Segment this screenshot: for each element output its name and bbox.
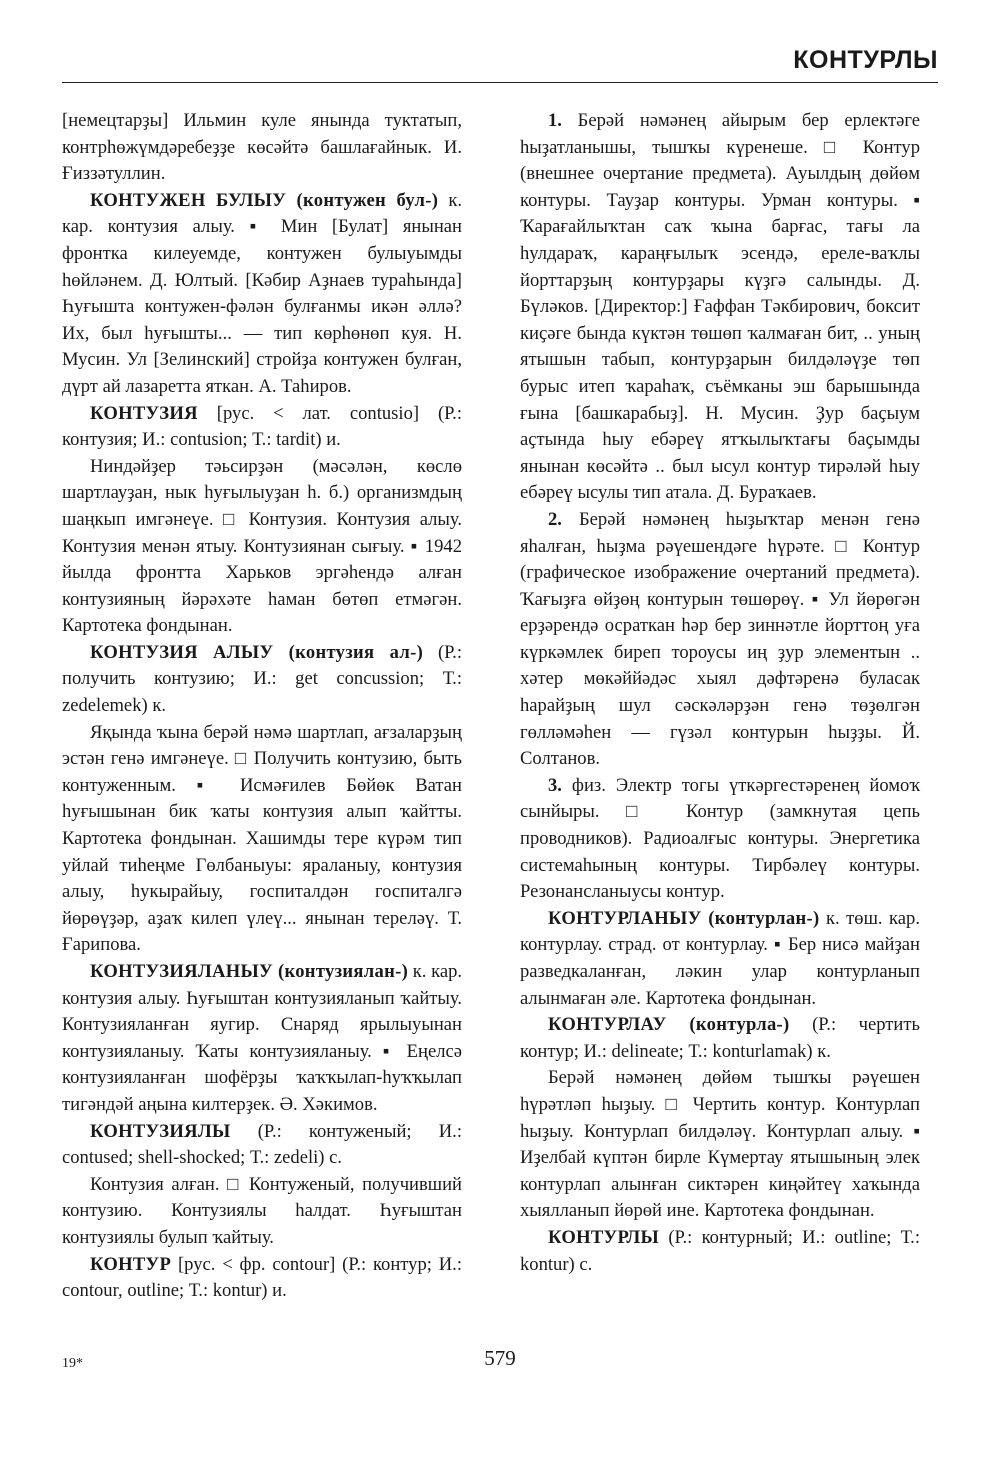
headword: КОНТУРЛАУ (контурла-)	[548, 1014, 790, 1036]
entry-text: (Р.: получить контузию; И.: get concussion; Т.: zedelemek) к.	[62, 641, 462, 717]
page-number: 579	[484, 1346, 516, 1370]
entry-text: к. төш. кар. контурлау. страд. от контурлау. ▪ Бер нисә майҙан разведкаланған, ләкин улар контурланып алынмаған әле. Картотека фондынан.	[520, 907, 920, 1009]
entry-kontuziyalanyu	[62, 959, 462, 1119]
entry-konturlanyu	[520, 906, 920, 1012]
running-head: КОНТУРЛЫ	[793, 46, 938, 74]
entry-text: [рус. < фр. contour] (Р.: контур; И.: contour, outline; Т.: kontur) и.	[62, 1253, 462, 1302]
sense-text: Берәй нәмәнең һыҙыҡтар менән генә яһалған, һыҙма рәүешендәге һүрәте. □ Контур (графическое изображение очертаний предмета). Ҡағыҙға өйҙөң контурын төшөрөү. ▪ Ул йөрөгән ерҙәрендә осраткан һәр бер зиннәтле йорттоң уға күркәмлек биреп тороусы иң ҙур элементын .. хәтер мөкәййәдәс хыял дәфтәренә буласак һарайҙың шул сәскәләрҙән генә төҙөлгән гөлләмәһен — гүзәл контурын һыҙҙы. Й. Солтанов.	[520, 508, 920, 770]
entry-continuation: [немецтарҙы] Ильмин куле янында туктатып, контрһөжүмдәребеҙҙе көсәйтә башлағайнык. И. Ғиззәтуллин.	[62, 110, 462, 185]
sense-text: физ. Электр тогы үткәргестәренең йомоҡ сынйыры. □ Контур (замкнутая цепь проводников). Радиоалғыс контуры. Энергетика системаһының контуры. Тирбәлеү контуры. Резонансланыусы контур.	[520, 774, 921, 903]
sense-1	[520, 108, 920, 507]
entry-kontur	[62, 1252, 462, 1305]
headword: КОНТУЖЕН БУЛЫУ (контужен бул-)	[90, 189, 439, 211]
entry-definition: Ниндәйҙер тәьсирҙән (мәсәлән, көслө шартлауҙан, нык һуғылыуҙан һ. б.) организмдың шаңкып имгәнеүе. □ Контузия. Контузия алыу. Контузия менән ятыу. Контузиянан сығыу. ▪ 1942 йылда фронтта Харьков эргәһендә алған контузияның йәрәхәте һаман бөтөп етмәгән. Картотека фондынан.	[62, 455, 462, 637]
sense-3	[520, 773, 920, 906]
entry-konturly	[520, 1225, 920, 1278]
entry-definition: Контузия алған. □ Контуженый, получивший контузию. Контузиялы һалдат. Һуғыштан контузиялы булып ҡайтыу.	[62, 1173, 462, 1248]
entry-etymology: [рус. < лат. contusio] (Р.: контузия; И.: contusion; Т.: tardit) и.	[62, 402, 463, 451]
entry-kontuziyaly	[62, 1119, 462, 1172]
headword: КОНТУР	[90, 1253, 172, 1275]
entry-definition: Берәй нәмәнең дөйөм тышҡы рәүешен һүрәтләп һыҙыу. □ Чертить контур. Контурлап һыҙыу. Контурлап билдәләү. Контурлап алыу. ▪ Иҙелбай күптән бирле Күмертау ятышының элек контурлап алынған сиктәрен киңәйтеү хаҡында хыялланып йөрөй ине. Картотека фондынан.	[520, 1067, 920, 1222]
sense-2	[520, 507, 920, 773]
entry-definition: Яқында ҡына берәй нәмә шартлап, ағзаларҙың эстән генә имгәнеүе. □ Получить контузию, быть контуженным. ▪ Исмәғилев Бөйөк Ватан һуғышынан бик ҡаты контузия алып ҡайтты. Картотека фондынан. Хашимды тере күрәм тип уйлай тиһеңме Гөлбаныуы: яраланыу, контузия алыу, һукырайыу, госпиталдән госпиталгә йөрөүҙәр, аҙаҡ килеп үлеү... янынан тереләү. Т. Ғарипова.	[62, 721, 462, 956]
headword: КОНТУРЛАНЫУ (контурлан-)	[548, 907, 820, 929]
sense-text: Берәй нәмәнең айырым бер ерлектәге һыҙатланышы, тышҡы күренеше. □ Контур (внешнее очертание предмета). Ауылдың дөйөм контуры. Тауҙар контуры. Урман контуры. ▪ Ҡарағайлыҡтан саҡ ҡына барғас, тағы ла һулдараҡ, караңғылыҡ эсендә, ереле-ваҡлы йорттарҙың контурҙары күҙгә салынды. Д. Бүләков. [Директор:] Ғаффан Тәкбирович, боксит киҫәге бында күктән төшөп ҡалмаған бит, .. уның ятышын табып, контурҙарын билдәләүҙе төп бурыс итеп ҡараһаҡ, съёмканы эш барышында ғына [башкарабыҙ]. Н. Мусин. Ҙур баҫыум аҫтында һыу ебәреү ятҡылыҡтағы баҫымды янынан көсәйтә .. был ысул контур тирәләй һыу ебәреү ысулы тип атала. Д. Бураҡаев.	[520, 110, 920, 504]
entry-konturlau	[520, 1012, 920, 1065]
headword: КОНТУЗИЯ	[90, 402, 198, 424]
headword: КОНТУЗИЯ АЛЫУ (контузия ал-)	[90, 641, 424, 663]
sense-number: 3.	[548, 774, 562, 796]
entry-text: (Р.: чертить контур; И.: delineate; Т.: konturlamak) к.	[520, 1014, 920, 1062]
right-column	[520, 108, 920, 1278]
left-column	[62, 108, 462, 1305]
signature-mark: 19*	[62, 1356, 83, 1371]
entry-text: (Р.: контуженый; И.: contused; shell-shocked; Т.: zedeli) с.	[62, 1120, 462, 1169]
entry-text: (Р.: контурный; И.: outline; Т.: kontur) с.	[520, 1226, 920, 1275]
entry-kontuziya	[62, 401, 462, 454]
entry-text: к. кар. контузия алыу. Һуғыштан контузияланып ҡайтыу. Контузияланған яугир. Снаряд ярылыуынан контузияланыу. Ҡаты контузияланыу. ▪ Еңелсә контузияланған шофёрҙы ҡаҡҡылап-һуҡҡылап тигәндәй аңына килтерҙек. Ә. Хәкимов.	[62, 961, 463, 1115]
headword: КОНТУРЛЫ	[548, 1226, 660, 1248]
headword: КОНТУЗИЯЛАНЫУ (контузиялан-)	[90, 961, 409, 982]
sense-number: 1.	[548, 110, 562, 131]
entry-kontuzhen	[62, 188, 462, 401]
header-rule	[62, 82, 938, 83]
entry-text: к. кар. контузия алыу. ▪ Мин [Булат] янынан фронтка килеуемде, контужен булыуымды һөйләнем. Д. Юлтый. [Кәбир Аҙнаев тураһында] Һуғышта контужен-фәлән булғанмы икән әллә? Их, был һуғышты... — тип көрһөнөп куя. Н. Мусин. Ул [Зелинский] стройҙа контужен булған, дүрт ай лазаретта яткан. А. Таһиров.	[62, 189, 462, 397]
headword: КОНТУЗИЯЛЫ	[90, 1120, 231, 1142]
entry-kontuziya-alyu	[62, 640, 462, 720]
sense-number: 2.	[548, 508, 562, 530]
